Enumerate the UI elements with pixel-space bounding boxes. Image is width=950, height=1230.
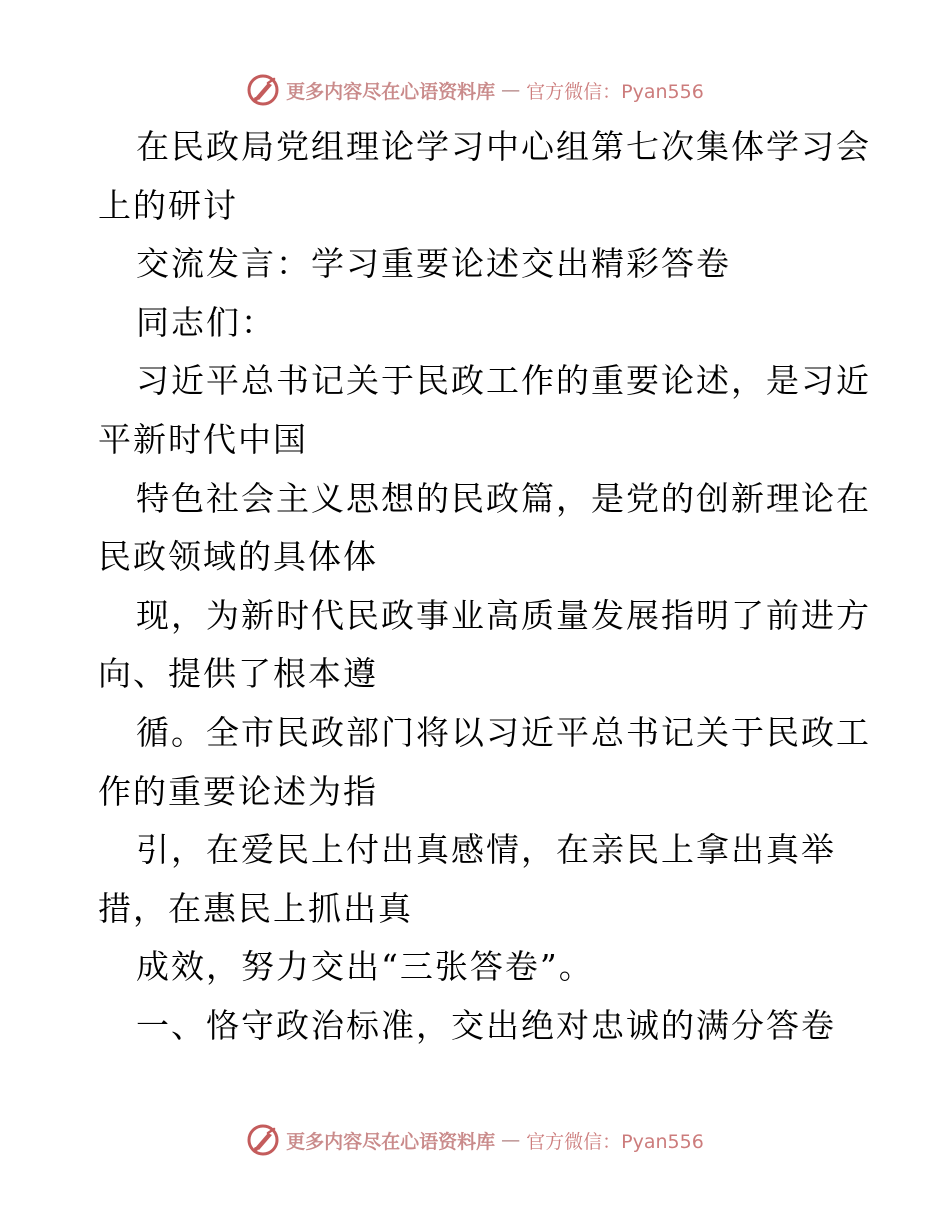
- text-line: 平新时代中国: [98, 419, 308, 459]
- text-line: 特色社会主义思想的民政篇，是党的创新理论在: [136, 478, 871, 518]
- header-watermark: [0, 72, 950, 108]
- watermark-separator: —: [501, 79, 521, 101]
- watermark-separator: —: [501, 1129, 521, 1151]
- footer-watermark: [0, 1122, 950, 1158]
- text-line: 作的重要论述为指: [98, 771, 378, 811]
- text-line: 上的研讨: [98, 185, 238, 225]
- watermark-contact: 官方微信：Pyan556: [526, 1130, 704, 1153]
- watermark-contact: 官方微信：Pyan556: [526, 80, 704, 103]
- text-line: 措，在惠民上抓出真: [98, 888, 413, 928]
- text-line: 交流发言：学习重要论述交出精彩答卷: [136, 244, 731, 284]
- text-line: 向、提供了根本遵: [98, 654, 378, 694]
- text-line: 在民政局党组理论学习中心组第七次集体学习会: [136, 127, 871, 166]
- quill-pen-seal-icon: [246, 73, 280, 107]
- document-body: [98, 118, 871, 1056]
- text-line: 同志们：: [136, 302, 276, 342]
- section-heading: 一、恪守政治标准，交出绝对忠诚的满分答卷: [136, 1005, 836, 1045]
- text-line: 引，在爱民上付出真感情，在亲民上拿出真举: [136, 830, 836, 870]
- text-line: 民政领域的具体体: [98, 537, 378, 577]
- text-line: 现，为新时代民政事业高质量发展指明了前进方: [136, 595, 871, 635]
- watermark-brand: 更多内容尽在心语资料库: [286, 1130, 496, 1153]
- text-line: 成效，努力交出“三张答卷”。: [136, 947, 594, 987]
- quill-pen-seal-icon: [246, 1123, 280, 1157]
- watermark-brand: 更多内容尽在心语资料库: [286, 80, 496, 103]
- text-line: 循。全市民政部门将以习近平总书记关于民政工: [136, 712, 871, 752]
- text-line: 习近平总书记关于民政工作的重要论述，是习近: [136, 361, 871, 401]
